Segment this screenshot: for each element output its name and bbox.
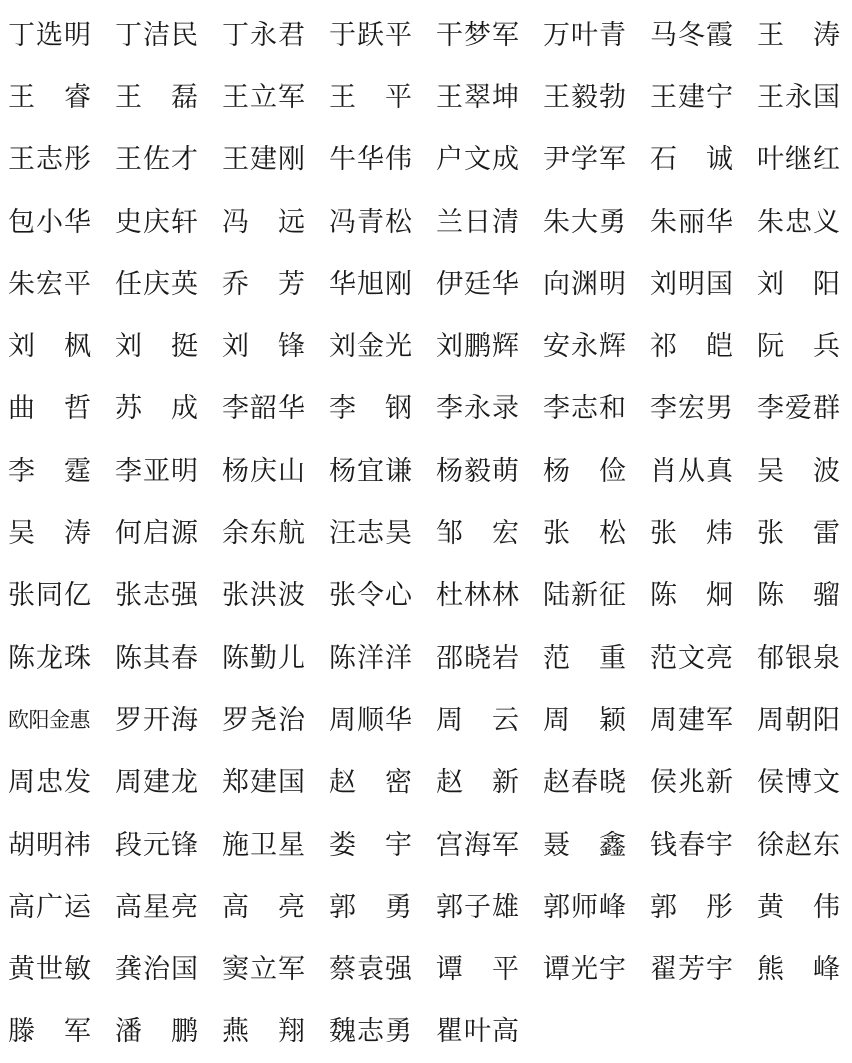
name-entry: 宫 海 军 — [436, 829, 519, 861]
name-entry: 丁 洁 民 — [115, 19, 198, 51]
name-entry: 瞿 叶 高 — [436, 1016, 519, 1048]
name-entry: 黄 伟 — [757, 891, 840, 923]
name-entry: 牛 华 伟 — [329, 144, 412, 176]
name-entry: 杨 毅 萌 — [436, 455, 519, 487]
name-entry: 侯 兆 新 — [650, 767, 733, 799]
name-entry: 张 令 心 — [329, 580, 412, 612]
name-entry: 郑 建 国 — [222, 767, 305, 799]
name-entry: 张 同 亿 — [8, 580, 91, 612]
name-entry: 安 永 辉 — [543, 331, 626, 363]
name-entry: 段 元 锋 — [115, 829, 198, 861]
name-entry: 张 炜 — [650, 518, 733, 550]
name-entry: 包 小 华 — [8, 206, 91, 238]
name-entry: 熊 峰 — [757, 954, 840, 986]
name-entry: 陆 新 征 — [543, 580, 626, 612]
name-entry: 王 立 军 — [222, 81, 305, 113]
name-entry: 陈 洋 洋 — [329, 642, 412, 674]
name-entry: 李 宏 男 — [650, 393, 733, 425]
name-entry: 杨 宜 谦 — [329, 455, 412, 487]
name-entry: 冯 远 — [222, 206, 305, 238]
name-entry: 钱 春 宇 — [650, 829, 733, 861]
name-entry: 任 庆 英 — [115, 268, 198, 300]
name-entry: 吴 波 — [757, 455, 840, 487]
name-entry: 王 建 刚 — [222, 144, 305, 176]
name-entry: 潘 鹏 — [115, 1016, 198, 1048]
name-entry: 李 爱 群 — [757, 393, 840, 425]
name-entry: 华 旭 刚 — [329, 268, 412, 300]
name-entry: 何 启 源 — [115, 518, 198, 550]
name-entry: 尹 学 军 — [543, 144, 626, 176]
name-entry: 王 永 国 — [757, 81, 840, 113]
name-entry: 徐 赵 东 — [757, 829, 840, 861]
name-entry: 王 平 — [329, 81, 412, 113]
name-entry: 陈 炯 — [650, 580, 733, 612]
name-entry: 朱 忠 义 — [757, 206, 840, 238]
name-entry: 李 亚 明 — [115, 455, 198, 487]
name-entry: 吴 涛 — [8, 518, 91, 550]
name-entry: 施 卫 星 — [222, 829, 305, 861]
name-entry: 赵 春 晓 — [543, 767, 626, 799]
name-entry: 罗 开 海 — [115, 704, 198, 736]
name-list-grid — [8, 4, 844, 1063]
name-entry: 朱 宏 平 — [8, 268, 91, 300]
name-entry: 李 志 和 — [543, 393, 626, 425]
name-entry: 乔 芳 — [222, 268, 305, 300]
name-entry: 赵 新 — [436, 767, 519, 799]
name-entry: 邵 晓 岩 — [436, 642, 519, 674]
name-entry: 朱 大 勇 — [543, 206, 626, 238]
name-entry: 陈 骝 — [757, 580, 840, 612]
name-entry: 刘 明 国 — [650, 268, 733, 300]
name-entry: 邹 宏 — [436, 518, 519, 550]
name-entry: 户 文 成 — [436, 144, 519, 176]
name-entry: 陈 其 春 — [115, 642, 198, 674]
name-entry: 阮 兵 — [757, 331, 840, 363]
name-entry: 王 建 宁 — [650, 81, 733, 113]
name-entry: 杜 林 林 — [436, 580, 519, 612]
name-entry: 窦 立 军 — [222, 954, 305, 986]
name-entry: 刘 阳 — [757, 268, 840, 300]
name-entry: 王 毅 勃 — [543, 81, 626, 113]
name-entry: 王 涛 — [757, 19, 840, 51]
name-entry: 滕 军 — [8, 1016, 91, 1048]
name-entry: 叶 继 红 — [757, 144, 840, 176]
name-entry: 余 东 航 — [222, 518, 305, 550]
name-entry: 周 颖 — [543, 704, 626, 736]
name-entry: 郭 子 雄 — [436, 891, 519, 923]
name-entry: 郁 银 泉 — [757, 642, 840, 674]
name-entry: 肖 从 真 — [650, 455, 733, 487]
name-entry: 陈 勤 儿 — [222, 642, 305, 674]
name-entry: 谭 光 宇 — [543, 954, 626, 986]
name-entry: 张 松 — [543, 518, 626, 550]
name-entry: 高 星 亮 — [115, 891, 198, 923]
name-entry: 刘 鹏 辉 — [436, 331, 519, 363]
name-entry: 侯 博 文 — [757, 767, 840, 799]
name-entry: 蔡 袁 强 — [329, 954, 412, 986]
name-entry: 周 顺 华 — [329, 704, 412, 736]
name-entry: 王 翠 坤 — [436, 81, 519, 113]
name-entry: 郭 彤 — [650, 891, 733, 923]
name-entry: 周 云 — [436, 704, 519, 736]
name-entry: 燕 翔 — [222, 1016, 305, 1048]
name-entry: 谭 平 — [436, 954, 519, 986]
name-entry: 祁 皑 — [650, 331, 733, 363]
name-entry: 范 重 — [543, 642, 626, 674]
name-entry: 王 睿 — [8, 81, 91, 113]
name-entry: 周 建 军 — [650, 704, 733, 736]
name-entry: 黄 世 敏 — [8, 954, 91, 986]
name-entry: 欧 阳 金 惠 — [8, 707, 90, 732]
name-entry: 王 磊 — [115, 81, 198, 113]
name-entry: 石 诚 — [650, 144, 733, 176]
name-entry: 翟 芳 宇 — [650, 954, 733, 986]
name-entry: 刘 挺 — [115, 331, 198, 363]
name-entry: 范 文 亮 — [650, 642, 733, 674]
name-entry: 史 庆 轩 — [115, 206, 198, 238]
name-entry: 向 渊 明 — [543, 268, 626, 300]
name-entry: 李 钢 — [329, 393, 412, 425]
name-entry: 丁 选 明 — [8, 19, 91, 51]
name-entry: 高 广 运 — [8, 891, 91, 923]
name-entry: 丁 永 君 — [222, 19, 305, 51]
name-entry: 陈 龙 珠 — [8, 642, 91, 674]
name-entry: 于 跃 平 — [329, 19, 412, 51]
name-entry: 刘 金 光 — [329, 331, 412, 363]
name-entry: 汪 志 昊 — [329, 518, 412, 550]
name-entry: 苏 成 — [115, 393, 198, 425]
name-entry: 朱 丽 华 — [650, 206, 733, 238]
name-entry: 王 佐 才 — [115, 144, 198, 176]
name-entry: 张 洪 波 — [222, 580, 305, 612]
name-entry: 郭 师 峰 — [543, 891, 626, 923]
name-entry: 杨 庆 山 — [222, 455, 305, 487]
name-entry: 刘 锋 — [222, 331, 305, 363]
name-entry: 张 雷 — [757, 518, 840, 550]
name-entry: 李 霆 — [8, 455, 91, 487]
name-entry: 魏 志 勇 — [329, 1016, 412, 1048]
name-entry: 娄 宇 — [329, 829, 412, 861]
name-entry: 万 叶 青 — [543, 19, 626, 51]
name-entry: 兰 日 清 — [436, 206, 519, 238]
name-entry: 曲 哲 — [8, 393, 91, 425]
name-entry: 干 梦 军 — [436, 19, 519, 51]
name-entry: 郭 勇 — [329, 891, 412, 923]
name-entry: 赵 密 — [329, 767, 412, 799]
name-entry: 杨 俭 — [543, 455, 626, 487]
name-entry: 刘 枫 — [8, 331, 91, 363]
name-entry: 高 亮 — [222, 891, 305, 923]
name-entry: 胡 明 祎 — [8, 829, 91, 861]
name-entry: 聂 鑫 — [543, 829, 626, 861]
name-entry: 李 韶 华 — [222, 393, 305, 425]
name-entry: 周 建 龙 — [115, 767, 198, 799]
name-entry: 周 忠 发 — [8, 767, 91, 799]
name-entry: 伊 廷 华 — [436, 268, 519, 300]
name-entry: 王 志 彤 — [8, 144, 91, 176]
name-entry: 张 志 强 — [115, 580, 198, 612]
name-entry: 周 朝 阳 — [757, 704, 840, 736]
name-entry: 冯 青 松 — [329, 206, 412, 238]
name-entry: 李 永 录 — [436, 393, 519, 425]
name-entry: 马 冬 霞 — [650, 19, 733, 51]
name-entry: 罗 尧 治 — [222, 704, 305, 736]
name-entry: 龚 治 国 — [115, 954, 198, 986]
